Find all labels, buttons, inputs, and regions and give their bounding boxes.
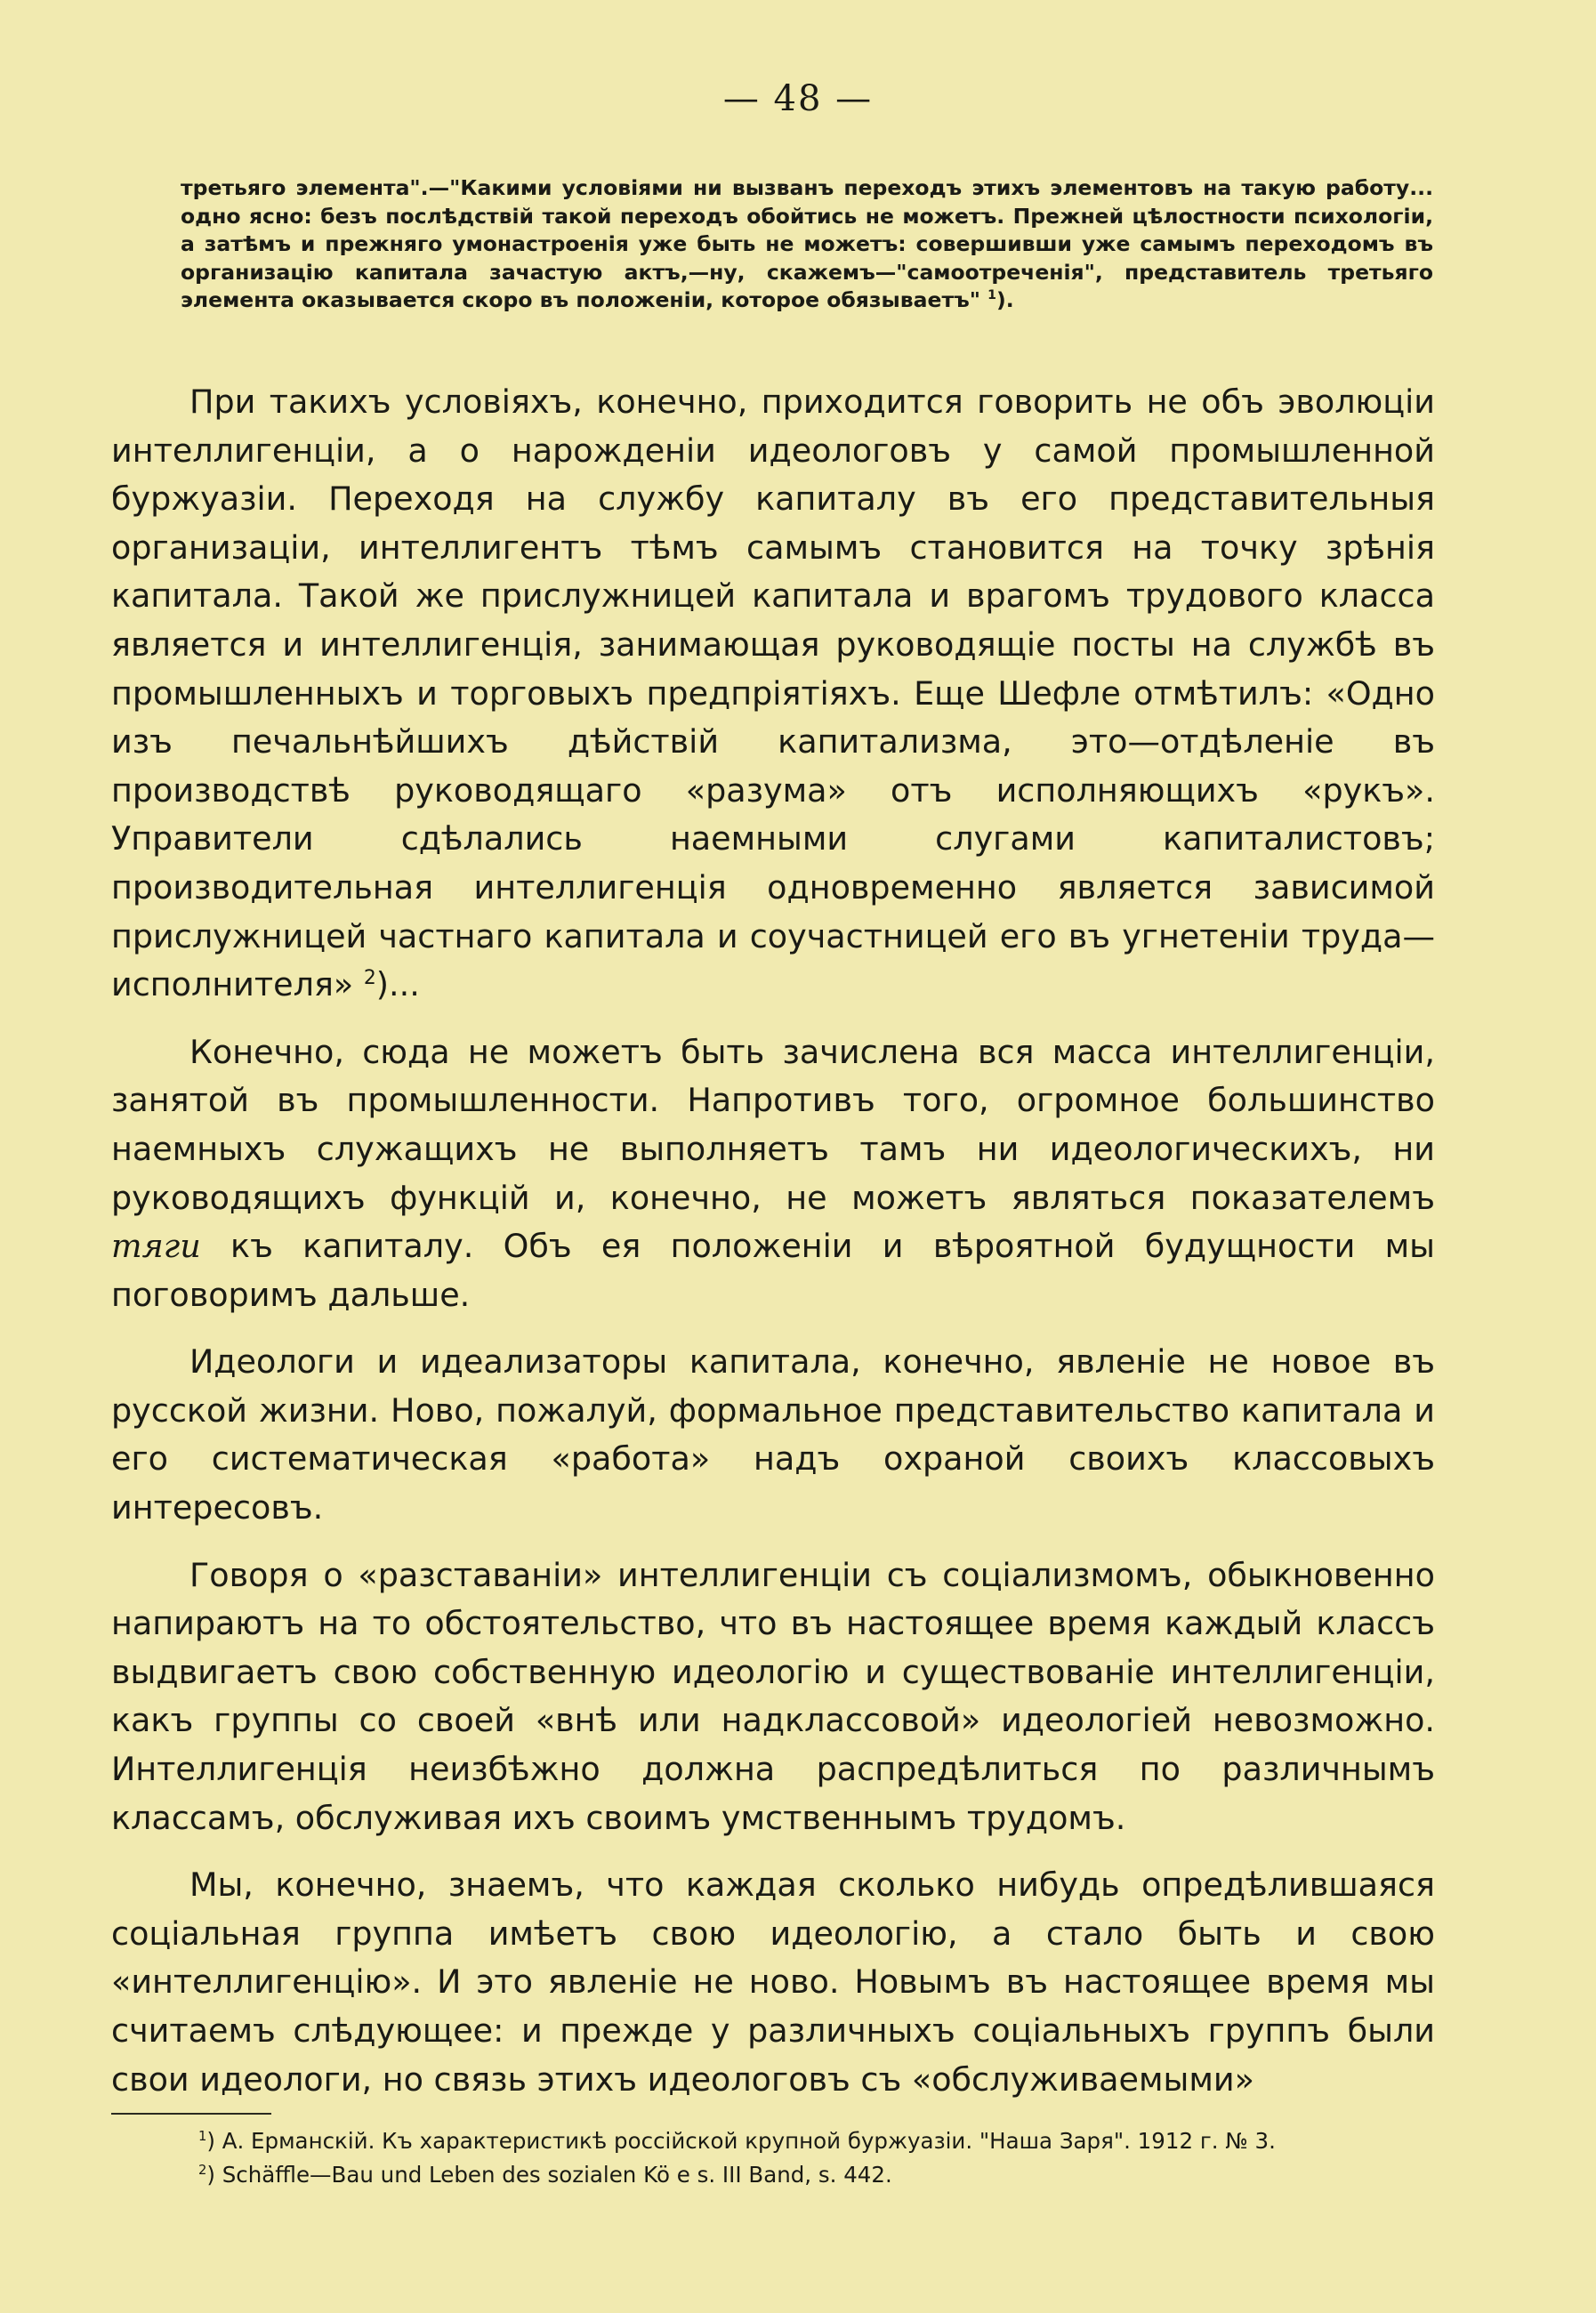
paragraph-text: Конечно, сюда не можетъ быть зачислена вся масса интеллигенціи, занятой въ промышленности. Напротивъ того, огромное большинство наемныхъ служащихъ не выполняетъ тамъ ни идеологическихъ, ни руководящихъ функцій и, конечно, не можетъ являться показателемъ (111, 1032, 1435, 1217)
quotation-close: ). (995, 287, 1014, 312)
paragraph-1 (111, 378, 1435, 1010)
quotation-block (181, 174, 1433, 315)
footnote-2 (111, 2158, 1383, 2192)
footnote-divider (111, 2113, 271, 2115)
main-text (111, 378, 1435, 2104)
paragraph-text-end: )... (375, 965, 420, 1004)
paragraph-3 (111, 1338, 1435, 1532)
footnotes (111, 2124, 1383, 2192)
footnote-ref-1: 1 (987, 288, 996, 303)
footnote-ref-2: 2 (363, 966, 376, 989)
paragraph-text: Говоря о «разставаніи» интеллигенціи съ соціализмомъ, обыкновенно напираютъ на то обстоятельство, что въ настоящее время каждый классъ выдвигаетъ свою собственную идеологію и существованіе интеллигенціи, какъ группы со своей «внѣ или надклассовой» идеологіей невозможно. Интеллигенція неизбѣжно должна распредѣлиться по различнымъ классамъ, обслуживая ихъ своимъ умственнымъ трудомъ. (111, 1555, 1435, 1837)
paragraph-4 (111, 1551, 1435, 1843)
emphasized-word: тяги (111, 1227, 201, 1266)
paragraph-5 (111, 1861, 1435, 2104)
paragraph-text: Мы, конечно, знаемъ, что каждая сколько нибудь опредѣлившаяся соціальная группа имѣетъ свою идеологію, а стало быть и свою «интеллигенцію». И это явленіе не ново. Новымъ въ настоящее время мы считаемъ слѣдующее: и прежде у различныхъ соціальныхъ группъ были свои идеологи, но связь этихъ идеологовъ съ «обслуживаемыми» (111, 1866, 1435, 2099)
footnote-text: ) Schäffle—Bau und Leben des sozialen Kö e s. III Band, s. 442. (206, 2162, 892, 2188)
paragraph-2 (111, 1028, 1435, 1320)
footnote-marker: 2 (198, 2162, 207, 2178)
page-number: — 48 — (722, 78, 874, 119)
footnote-text: ) А. Ерманскій. Къ характеристикѣ россійской крупной буржуазіи. "Наша Заря". 1912 г. № 3. (206, 2128, 1276, 2154)
paragraph-text-end: къ капиталу. Объ ея положеніи и вѣроятной будущности мы поговоримъ дальше. (111, 1227, 1435, 1314)
footnote-marker: 1 (198, 2128, 207, 2144)
quotation-text: третьяго элемента".—"Какими условіями ни вызванъ переходъ этихъ элементовъ на такую работу... одно ясно: безъ послѣдствій такой переходъ обойтись не можетъ. Прежней цѣлостности психологіи, а затѣмъ и прежняго умонастроенія уже быть не можетъ: совершивши уже самымъ переходомъ въ организацію капитала зачастую актъ,—ну, скажемъ—"самоотреченія", представитель третьяго элемента оказывается скоро въ положеніи, которое обязываетъ" (181, 175, 1433, 312)
footnote-1 (111, 2124, 1383, 2158)
paragraph-text: Идеологи и идеализаторы капитала, конечно, явленіе не новое въ русской жизни. Ново, пожалуй, формальное представительство капитала и его систематическая «работа» надъ охраной своихъ классовыхъ интересовъ. (111, 1342, 1435, 1527)
paragraph-text: При такихъ условіяхъ, конечно, приходится говорить не объ эволюціи интеллигенціи, а о нарожденіи идеологовъ у самой промышленной буржуазіи. Переходя на службу капиталу въ его представительныя организаціи, интеллигентъ тѣмъ самымъ становится на точку зрѣнія капитала. Такой же прислужницей капитала и врагомъ трудового класса является и интеллигенція, занимающая руководящіе посты на службѣ въ промышленныхъ и торговыхъ предпріятіяхъ. Еще Шефле отмѣтилъ: «Одно изъ печальнѣйшихъ дѣйствій капитализма, это—отдѣленіе въ производствѣ руководящаго «разума» отъ исполняющихъ «рукъ». Управители сдѣлались наемными слугами капиталистовъ; производительная интеллигенція одновременно является зависимой прислужницей частнаго капитала и соучастницей его въ угнетеніи труда—исполнителя» (111, 383, 1435, 1004)
